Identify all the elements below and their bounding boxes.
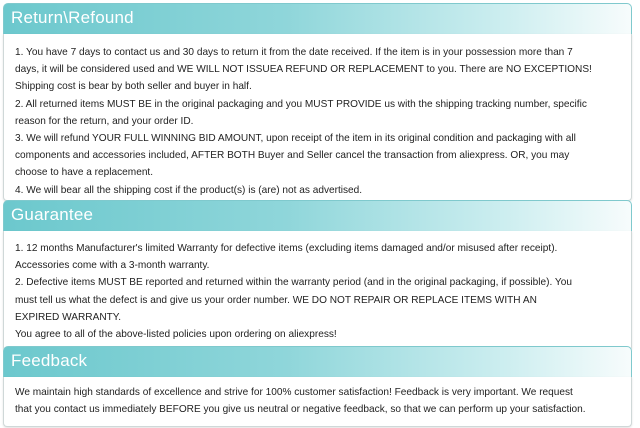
return-section-header [3, 3, 632, 34]
return-section-body [3, 34, 632, 201]
return-line: days, it will be considered used and WE WILL NOT ISSUEA REFUND OR REPLACEMENT to you. There are NO EXCEPTIONS! [15, 64, 592, 76]
guarantee-line: EXPIRED WARRANTY. [15, 311, 122, 323]
feedback-section [3, 346, 632, 427]
return-line: reason for the return, and your order ID. [15, 115, 194, 127]
return-line: components and accessories included, AFTER BOTH Buyer and Seller cancel the transaction from aliexpress. OR, you may [15, 150, 570, 162]
return-line: choose to have a replacement. [15, 167, 154, 179]
guarantee-section-title: Guarantee [11, 205, 94, 224]
feedback-line: We maintain high standards of excellence and strive for 100% customer satisfaction! Feedback is very important. We request [15, 387, 573, 398]
feedback-section-body [3, 377, 632, 427]
return-line: 4. We will bear all the shipping cost if the product(s) is (are) not as advertised. [15, 184, 363, 196]
guarantee-section-body [3, 231, 632, 351]
guarantee-line: 2. Defective items MUST BE reported and returned within the warranty period (and in the original packaging, if possible). You [15, 277, 572, 289]
guarantee-line: Accessories come with a 3-month warranty. [15, 260, 210, 272]
guarantee-line: You agree to all of the above-listed policies upon ordering on aliexpress! [15, 329, 337, 341]
return-line: 3. We will refund YOUR FULL WINNING BID AMOUNT, upon receipt of the item in its original condition and packaging with all [15, 133, 576, 145]
feedback-section-header [3, 346, 632, 377]
return-section-title: Return\Refound [11, 8, 134, 27]
guarantee-section-header [3, 200, 632, 231]
feedback-line: that you contact us immediately BEFORE you give us neutral or negative feedback, so that we can perform up your satisfaction. [15, 404, 586, 416]
guarantee-line: must tell us what the defect is and give us your order number. WE DO NOT REPAIR OR REPLACE ITEMS WITH AN [15, 294, 537, 306]
feedback-section-title: Feedback [11, 351, 88, 370]
return-line: 2. All returned items MUST BE in the original packaging and you MUST PROVIDE us with the shipping tracking number, specific [15, 98, 587, 110]
return-line: 1. You have 7 days to contact us and 30 days to return it from the date received. If the item is in your possession more than 7 [15, 47, 573, 58]
guarantee-section [3, 200, 632, 351]
return-line: Shipping cost is bear by both seller and buyer in half. [15, 81, 252, 93]
guarantee-line: 1. 12 months Manufacturer's limited Warranty for defective items (excluding items damaged and/or misused after receipt). [15, 243, 558, 254]
return-section [3, 3, 632, 201]
